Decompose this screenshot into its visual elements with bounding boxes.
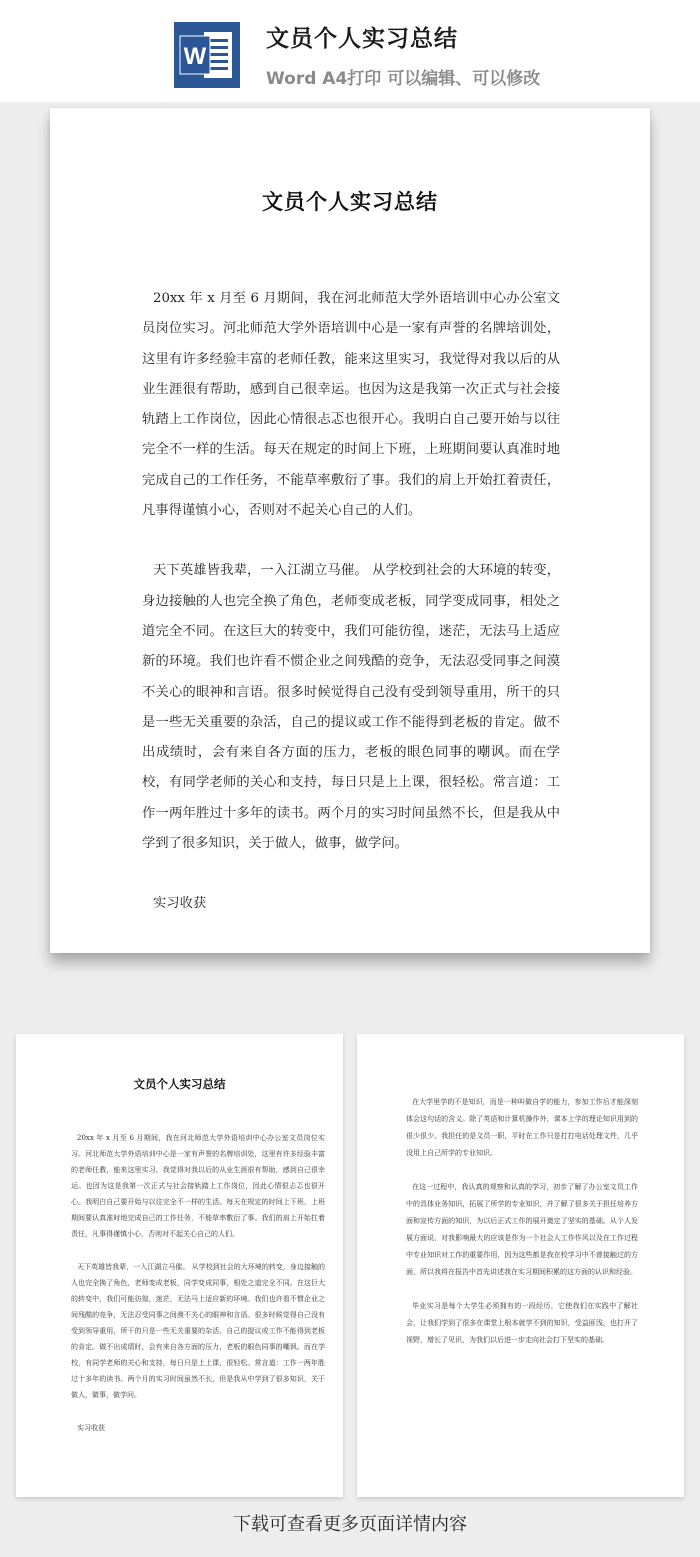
body-paragraph: 20xx 年 x 月至 6 月期间，我在河北师范大学外语培训中心办公室文员岗位实习。河北师范大学外语培训中心是一家有声誉的名牌培训处，这里有许多经验丰富的老师任教，能来这里实习，我觉得对我以后的从业生涯很有帮助，感到自己很幸运。也因为这是我第一次正式与社会接轨踏上工作岗位，因此心情很忐忑也很开心。我明白自己要开始与以往完全不一样的生活。每天在规定的时间上下班，上班期间要认真准时地完成自己的工作任务，不能草率敷衍了事。我们的肩上开始扛着责任，凡事得谨慎小心，否则对不起关心自己的人们。	[142, 291, 560, 519]
thumbnail-paragraph: 天下英雄皆我辈，一入江湖立马催。 从学校到社会的大环境的转变，身边接触的人也完全换了角色，老师变成老板，同学变成同事，相处之道完全不同。在这巨大的转变中，我们可能彷徨，迷茫，无法马上适应新的环境。我们也许看不惯企业之间残酷的竞争，无法忍受同事之间漠不关心的眼神和言语。很多时候觉得自己没有受到领导重用，所干的只是一些无关重要的杂活，自己的提议或工作不能得到老板的肯定。做不出成绩时，会有来自各方面的压力，老板的眼色同事的嘲讽。而在学校，有同学老师的关心和支持，每日只是上上课，很轻松。常言道：工作一两年胜过十多年的读书。两个月的实习时间虽然不长，但是我从中学到了很多知识，关于做人，做事，做学问。	[71, 1263, 325, 1399]
thumbnail-title: 文员个人实习总结	[133, 1077, 226, 1091]
header-title: 文员个人实习总结	[266, 26, 458, 52]
thumbnail-body	[71, 1130, 325, 1436]
word-document-icon	[174, 22, 240, 88]
download-more-link[interactable]: 下载可查看更多页面详情内容	[233, 1514, 467, 1535]
document-title: 文员个人实习总结	[262, 189, 438, 214]
body-paragraph: 天下英雄皆我辈，一入江湖立马催。 从学校到社会的大环境的转变，身边接触的人也完全换了角色，老师变成老板，同学变成同事，相处之道完全不同。在这巨大的转变中，我们可能彷徨，迷茫，无法马上适应新的环境。我们也许看不惯企业之间残酷的竞争，无法忍受同事之间漠不关心的眼神和言语。很多时候觉得自己没有受到领导重用，所干的只是一些无关重要的杂活，自己的提议或工作不能得到老板的肯定。做不出成绩时，会有来自各方面的压力，老板的眼色同事的嘲讽。而在学校，有同学老师的关心和支持，每日只是上上课，很轻松。常言道：工作一两年胜过十多年的读书。两个月的实习时间虽然不长，但是我从中学到了很多知识，关于做人，做事，做学问。	[142, 563, 560, 852]
document-page-preview	[50, 108, 650, 953]
header-subtitle: Word A4打印 可以编辑、可以修改	[266, 69, 541, 89]
thumbnail-heading: 实习收获	[77, 1424, 105, 1432]
thumbnail-paragraph: 在大学里学的不是知识，而是一种叫做自学的能力，参加工作后才能深刻体会这句话的含义。除了英语和计算机操作外，课本上学的理论知识用到的很少很少。我担任的是文员一职，平时在工作只是打打电话处理文件，几乎没用上自己所学的专业知识。	[406, 1098, 638, 1157]
thumbnail-paragraph: 毕业实习是每个大学生必须拥有的一段经历，它使我们在实践中了解社会，让我们学到了很多在课堂上根本就学不到的知识，受益匪浅，也打开了视野，增长了见识，为我们以后进一步走向社会打下坚实的基础。	[406, 1302, 638, 1344]
section-heading: 实习收获	[153, 896, 207, 912]
document-body	[142, 284, 560, 920]
thumbnail-paragraph: 在这一过程中，我认真的观察和认真的学习，初步了解了办公室文员工作中的具体业务知识，拓展了所学的专业知识，并了解了很多关于担任培养方面和宣传方面的知识，为以后正式工作的展开奠定了坚实的基础。从个人发展方面说，对我影响最大的应该是作为一个社会人工作作风以及在工作过程中专业知识对工作的重要作用，因为这些都是我在校学习中不曾接触过的方面，所以我将在报告中首先讲述我在实习期间积累的这方面的认识和经验。	[406, 1183, 638, 1276]
thumbnail-paragraph: 20xx 年 x 月至 6 月期间，我在河北师范大学外语培训中心办公室文员岗位实习。河北师范大学外语培训中心是一家有声誉的名牌培训处，这里有许多经验丰富的老师任教，能来这里实习，我觉得对我以后的从业生涯很有帮助，感到自己很幸运。也因为这是我第一次正式与社会接轨踏上工作岗位，因此心情很忐忑也很开心。我明白自己要开始与以往完全不一样的生活。每天在规定的时间上下班，上班期间要认真准时地完成自己的工作任务，不能草率敷衍了事。我们的肩上开始扛着责任，凡事得谨慎小心，否则对不起关心自己的人们。	[71, 1134, 325, 1238]
thumbnail-body	[406, 1094, 638, 1349]
page-thumbnail-1[interactable]	[16, 1034, 343, 1497]
word-icon-letter: W	[183, 43, 207, 70]
header-banner	[0, 0, 700, 102]
page-thumbnail-2[interactable]	[357, 1034, 684, 1497]
